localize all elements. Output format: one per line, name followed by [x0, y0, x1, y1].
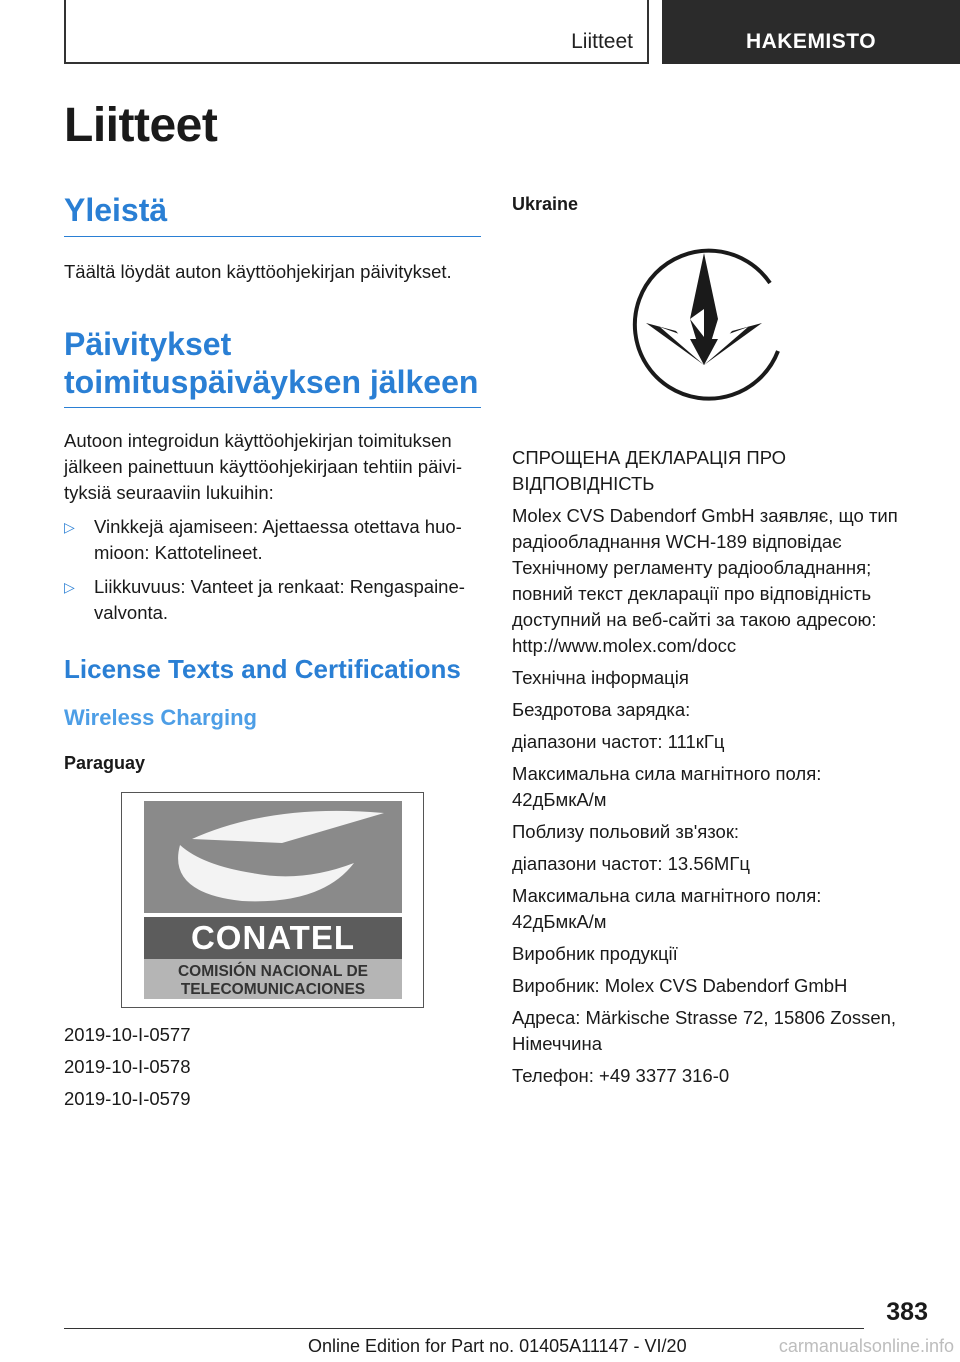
ua-paragraph: Технічна інформація — [512, 667, 689, 688]
ua-paragraph: діапазони частот: 13.56МГц — [512, 853, 750, 874]
ua-line: СПРОЩЕНА ДЕКЛАРАЦІЯ ПРО — [512, 447, 787, 468]
conatel-subtitle-line2: TELECOMUNICACIONES — [180, 981, 366, 998]
ua-paragraph: Телефон: +49 3377 316-0 — [512, 1065, 730, 1086]
watermark: carmanualsonline.info — [778, 1336, 954, 1356]
conatel-logo — [121, 792, 424, 1008]
ua-line: 42дБмкА/м — [512, 789, 607, 810]
ua-paragraph: Бездротова зарядка: — [512, 699, 691, 720]
ua-paragraph — [512, 1005, 932, 1057]
cert-numbers — [64, 1022, 481, 1112]
bullet-line1: Liikkuvuus: Vanteet ja renkaat: Rengaspaine- — [94, 576, 465, 597]
ua-paragraph — [512, 761, 932, 813]
page-number: 383 — [886, 1298, 928, 1326]
ua-url[interactable]: http://www.molex.com/docc — [512, 635, 737, 656]
ua-line: повний текст декларації про відповідність — [512, 583, 872, 604]
yleista-heading: Yleistä — [64, 190, 481, 237]
bullet-line1: Vinkkejä ajamiseen: Ajettaessa otettava huo- — [94, 516, 462, 537]
ua-paragraph — [512, 883, 932, 935]
updates-text — [64, 428, 481, 506]
triangle-right-icon: ▷ — [64, 579, 75, 595]
cert-number: 2019-10-I-0578 — [64, 1056, 191, 1077]
right-column — [512, 190, 932, 1095]
triangle-right-icon: ▷ — [64, 519, 75, 535]
ukraine-heading: Ukraine — [512, 194, 579, 214]
yleista-text: Täältä löydät auton käyttöohjekirjan päivitykset. — [64, 261, 452, 282]
ua-line: 42дБмкА/м — [512, 911, 607, 932]
ua-paragraph — [512, 445, 932, 497]
page-title: Liitteet — [64, 99, 218, 152]
updates-heading-line2: toimituspäiväyksen jälkeen — [64, 364, 479, 400]
ua-line: радіообладнання WCH-189 відповідає — [512, 531, 842, 552]
ukraine-conformity-icon — [620, 239, 800, 419]
updates-heading-line1: Päivitykset — [64, 326, 232, 362]
left-column — [64, 190, 481, 1112]
footer-divider — [64, 1328, 864, 1329]
updates-text-line2: jälkeen painettuun käyttöohjekirjaan tehtiin päivi- — [64, 456, 463, 477]
conatel-word: CONATEL — [190, 919, 356, 956]
ua-paragraph — [512, 503, 932, 659]
wireless-heading: Wireless Charging — [64, 705, 257, 730]
ukraine-declaration — [512, 445, 932, 1089]
ua-line: Технічному регламенту радіообладнання; — [512, 557, 872, 578]
header-section-label: Liitteet — [571, 30, 633, 53]
ua-paragraph: Виробник: Molex CVS Dabendorf GmbH — [512, 975, 848, 996]
cert-number: 2019-10-I-0577 — [64, 1024, 191, 1045]
ua-line: Molex CVS Dabendorf GmbH заявляє, що тип — [512, 505, 898, 526]
ua-line: Німеччина — [512, 1033, 602, 1054]
ukraine-conformity-mark — [620, 239, 800, 419]
ua-paragraph: Поблизу польовий зв'язок: — [512, 821, 740, 842]
updates-text-line3: tyksiä seuraaviin lukuihin: — [64, 482, 274, 503]
ua-line: ВІДПОВІДНІСТЬ — [512, 473, 655, 494]
ua-line: доступний на веб-сайті за такою адресою: — [512, 609, 877, 630]
license-heading: License Texts and Certifications — [64, 654, 461, 684]
header-section-tab[interactable] — [64, 0, 649, 64]
header-index-tab[interactable] — [662, 0, 960, 64]
conatel-subtitle — [144, 963, 402, 999]
cert-number: 2019-10-I-0579 — [64, 1088, 191, 1109]
ua-line: Максимальна сила магнітного поля: — [512, 885, 822, 906]
bullet-item — [64, 574, 481, 626]
bullet-line2: mioon: Kattotelineet. — [94, 542, 263, 563]
updates-text-line1: Autoon integroidun käyttöohjekirjan toimituksen — [64, 430, 452, 451]
header-index-label: HAKEMISTO — [745, 30, 877, 53]
ua-line: Максимальна сила магнітного поля: — [512, 763, 822, 784]
conatel-subtitle-line1: COMISIÓN NACIONAL DE — [177, 963, 369, 980]
footer-edition: Online Edition for Part no. 01405A11147 - VI/20 — [308, 1336, 687, 1356]
ua-paragraph: діапазони частот: 111кГц — [512, 731, 725, 752]
bullet-line2: valvonta. — [94, 602, 169, 623]
ua-paragraph: Виробник продукції — [512, 943, 678, 964]
paraguay-heading: Paraguay — [64, 753, 146, 773]
bullet-item — [64, 514, 481, 566]
updates-heading — [64, 325, 481, 408]
ua-line: Адреса: Märkische Strasse 72, 15806 Zossen, — [512, 1007, 897, 1028]
